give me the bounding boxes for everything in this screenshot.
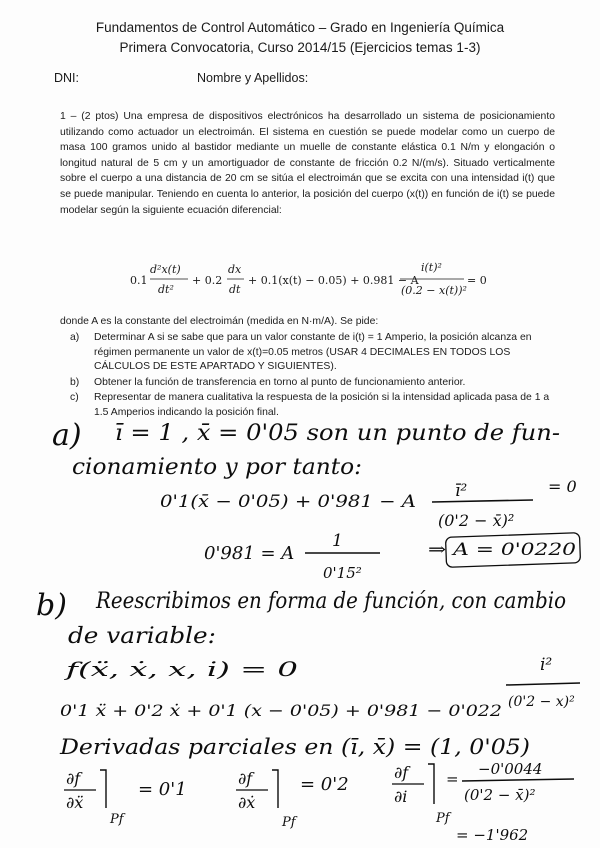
- eq-coef-1: 0.1: [130, 274, 148, 287]
- item-a-text: Determinar A si se sabe que para un valor constante de i(t) = 1 Amperio, la posición alcanza en régimen permanente un valor de x(t)=0.05 metros (USAR 4 DECIMALES EN TODOS LOS CÁLCULOS DE ESTE APARTADO Y SIGUIENTES).: [94, 332, 532, 372]
- eq-num-2: dx: [228, 263, 242, 276]
- hw-b-label: b): [36, 588, 67, 623]
- hw-d1-val: = 0'1: [138, 779, 187, 800]
- svg-text:=: =: [446, 770, 459, 788]
- hw-a-line1: ī = 1 , x̄ = 0'05 son un punto de fun-: [115, 421, 560, 446]
- hw-a-result: ⇒ A = 0'0220: [428, 540, 577, 560]
- eq-den-1: dt²: [158, 283, 174, 296]
- hw-a-line2: cionamiento y por tanto:: [72, 455, 362, 480]
- hw-d2-val: = 0'2: [300, 774, 349, 795]
- hw-b-deriv-title: Derivadas parciales en (ī, x̄) = (1, 0'05): [58, 735, 530, 759]
- hw-a-sol-den: 0'15²: [323, 564, 362, 582]
- hw-d1-pf: Pf: [110, 812, 124, 827]
- dni-label: DNI:: [54, 71, 79, 85]
- hw-d3-den-val: (0'2 − x̄)²: [464, 786, 536, 804]
- exam-subtitle: Primera Convocatoria, Curso 2014/15 (Ejercicios temas 1-3): [119, 40, 481, 55]
- item-b-marker: b): [70, 377, 80, 388]
- item-c-marker: c): [70, 392, 79, 403]
- hw-d1-num: ∂f: [66, 769, 81, 788]
- exam-title: Fundamentos de Control Automático – Grado en Ingeniería Química: [95, 20, 505, 35]
- hw-a-eq-right: = 0: [548, 477, 577, 496]
- hw-d3-pf: Pf: [436, 811, 450, 826]
- hw-b-line1: Reescribimos en forma de función, con cambio: [95, 589, 567, 614]
- hw-a-sol-num: 1: [332, 531, 343, 551]
- hw-d3-num: ∂f: [394, 763, 409, 782]
- hw-d3-den: ∂i: [394, 787, 408, 806]
- constant-note: donde A es la constante del electroimán (medida en N·m/A). Se pide:: [60, 316, 379, 327]
- name-label: Nombre y Apellidos:: [197, 71, 309, 85]
- hw-a-sol-left: 0'981 = A: [204, 543, 295, 564]
- differential-equation: [130, 257, 490, 303]
- item-a-marker: a): [70, 332, 80, 343]
- hw-a-eq-den: (0'2 − x̄)²: [438, 511, 515, 530]
- eq-num-1: d²x(t): [150, 263, 181, 276]
- eq-num-3: i(t)²: [421, 261, 442, 274]
- hw-a-eq-left: 0'1(x̄ − 0'05) + 0'981 − A: [160, 492, 416, 512]
- hw-b-expand-num: i²: [540, 655, 553, 675]
- hw-d3-result: = −1'962: [456, 826, 529, 844]
- hw-d2-pf: Pf: [282, 815, 296, 830]
- hw-b-line2: de variable:: [68, 624, 216, 649]
- handwritten-solution: [0, 395, 600, 848]
- item-b-text: Obtener la función de transferencia en torno al punto de funcionamiento anterior.: [94, 377, 466, 388]
- hw-a-label: a): [52, 418, 82, 453]
- hw-b-expand-den: (0'2 − x)²: [508, 694, 575, 710]
- eq-middle: + 0.1(x(t) − 0.05) + 0.981 − A: [248, 274, 419, 287]
- item-c-text: Representar de manera cualitativa la respuesta de la posición si la intensidad aplicada pasa de 1 a 1.5 Amperios indicando la posición final.: [94, 392, 550, 418]
- eq-tail: = 0: [467, 274, 487, 287]
- hw-b-expand: 0'1 ẍ + 0'2 ẋ + 0'1 (x − 0'05) + 0'981 − 0'022: [60, 701, 502, 720]
- hw-d2-num: ∂f: [238, 769, 253, 788]
- eq-coef-2: + 0.2: [192, 274, 223, 287]
- eq-den-2: dt: [229, 283, 241, 296]
- hw-b-func: f(ẍ, ẋ, x, i) = 0: [62, 657, 299, 681]
- hw-d1-den: ∂ẍ: [66, 793, 84, 812]
- problem-statement: 1 – (2 ptos) Una empresa de dispositivos electrónicos ha desarrollado un sistema de posicionamiento utilizando como actuador un electroimán. El sistema en cuestión se puede modelar como un cuerpo de masa 100 gramos unido al bastidor mediante un muelle de constante elástica 0.1 N/m y elongación o longitud natural de 5 cm y un amortiguador de constante de fricción 0.2 N/(m/s). Situado verticalmente sobre el cuerpo a una distancia de 20 cm se sitúa el electroimán que se excita con una intensidad i(t) que se puede manipular. Teniendo en cuenta lo anterior, la posición del cuerpo (x(t)) en función de i(t) se puede modelar según la siguiente ecuación diferencial:: [60, 111, 555, 216]
- hw-d2-den: ∂ẋ: [238, 793, 256, 812]
- eq-den-3: (0.2 − x(t))²: [401, 284, 467, 297]
- hw-d3-num-val: −0'0044: [478, 760, 543, 778]
- hw-a-eq-num: ī²: [455, 481, 468, 501]
